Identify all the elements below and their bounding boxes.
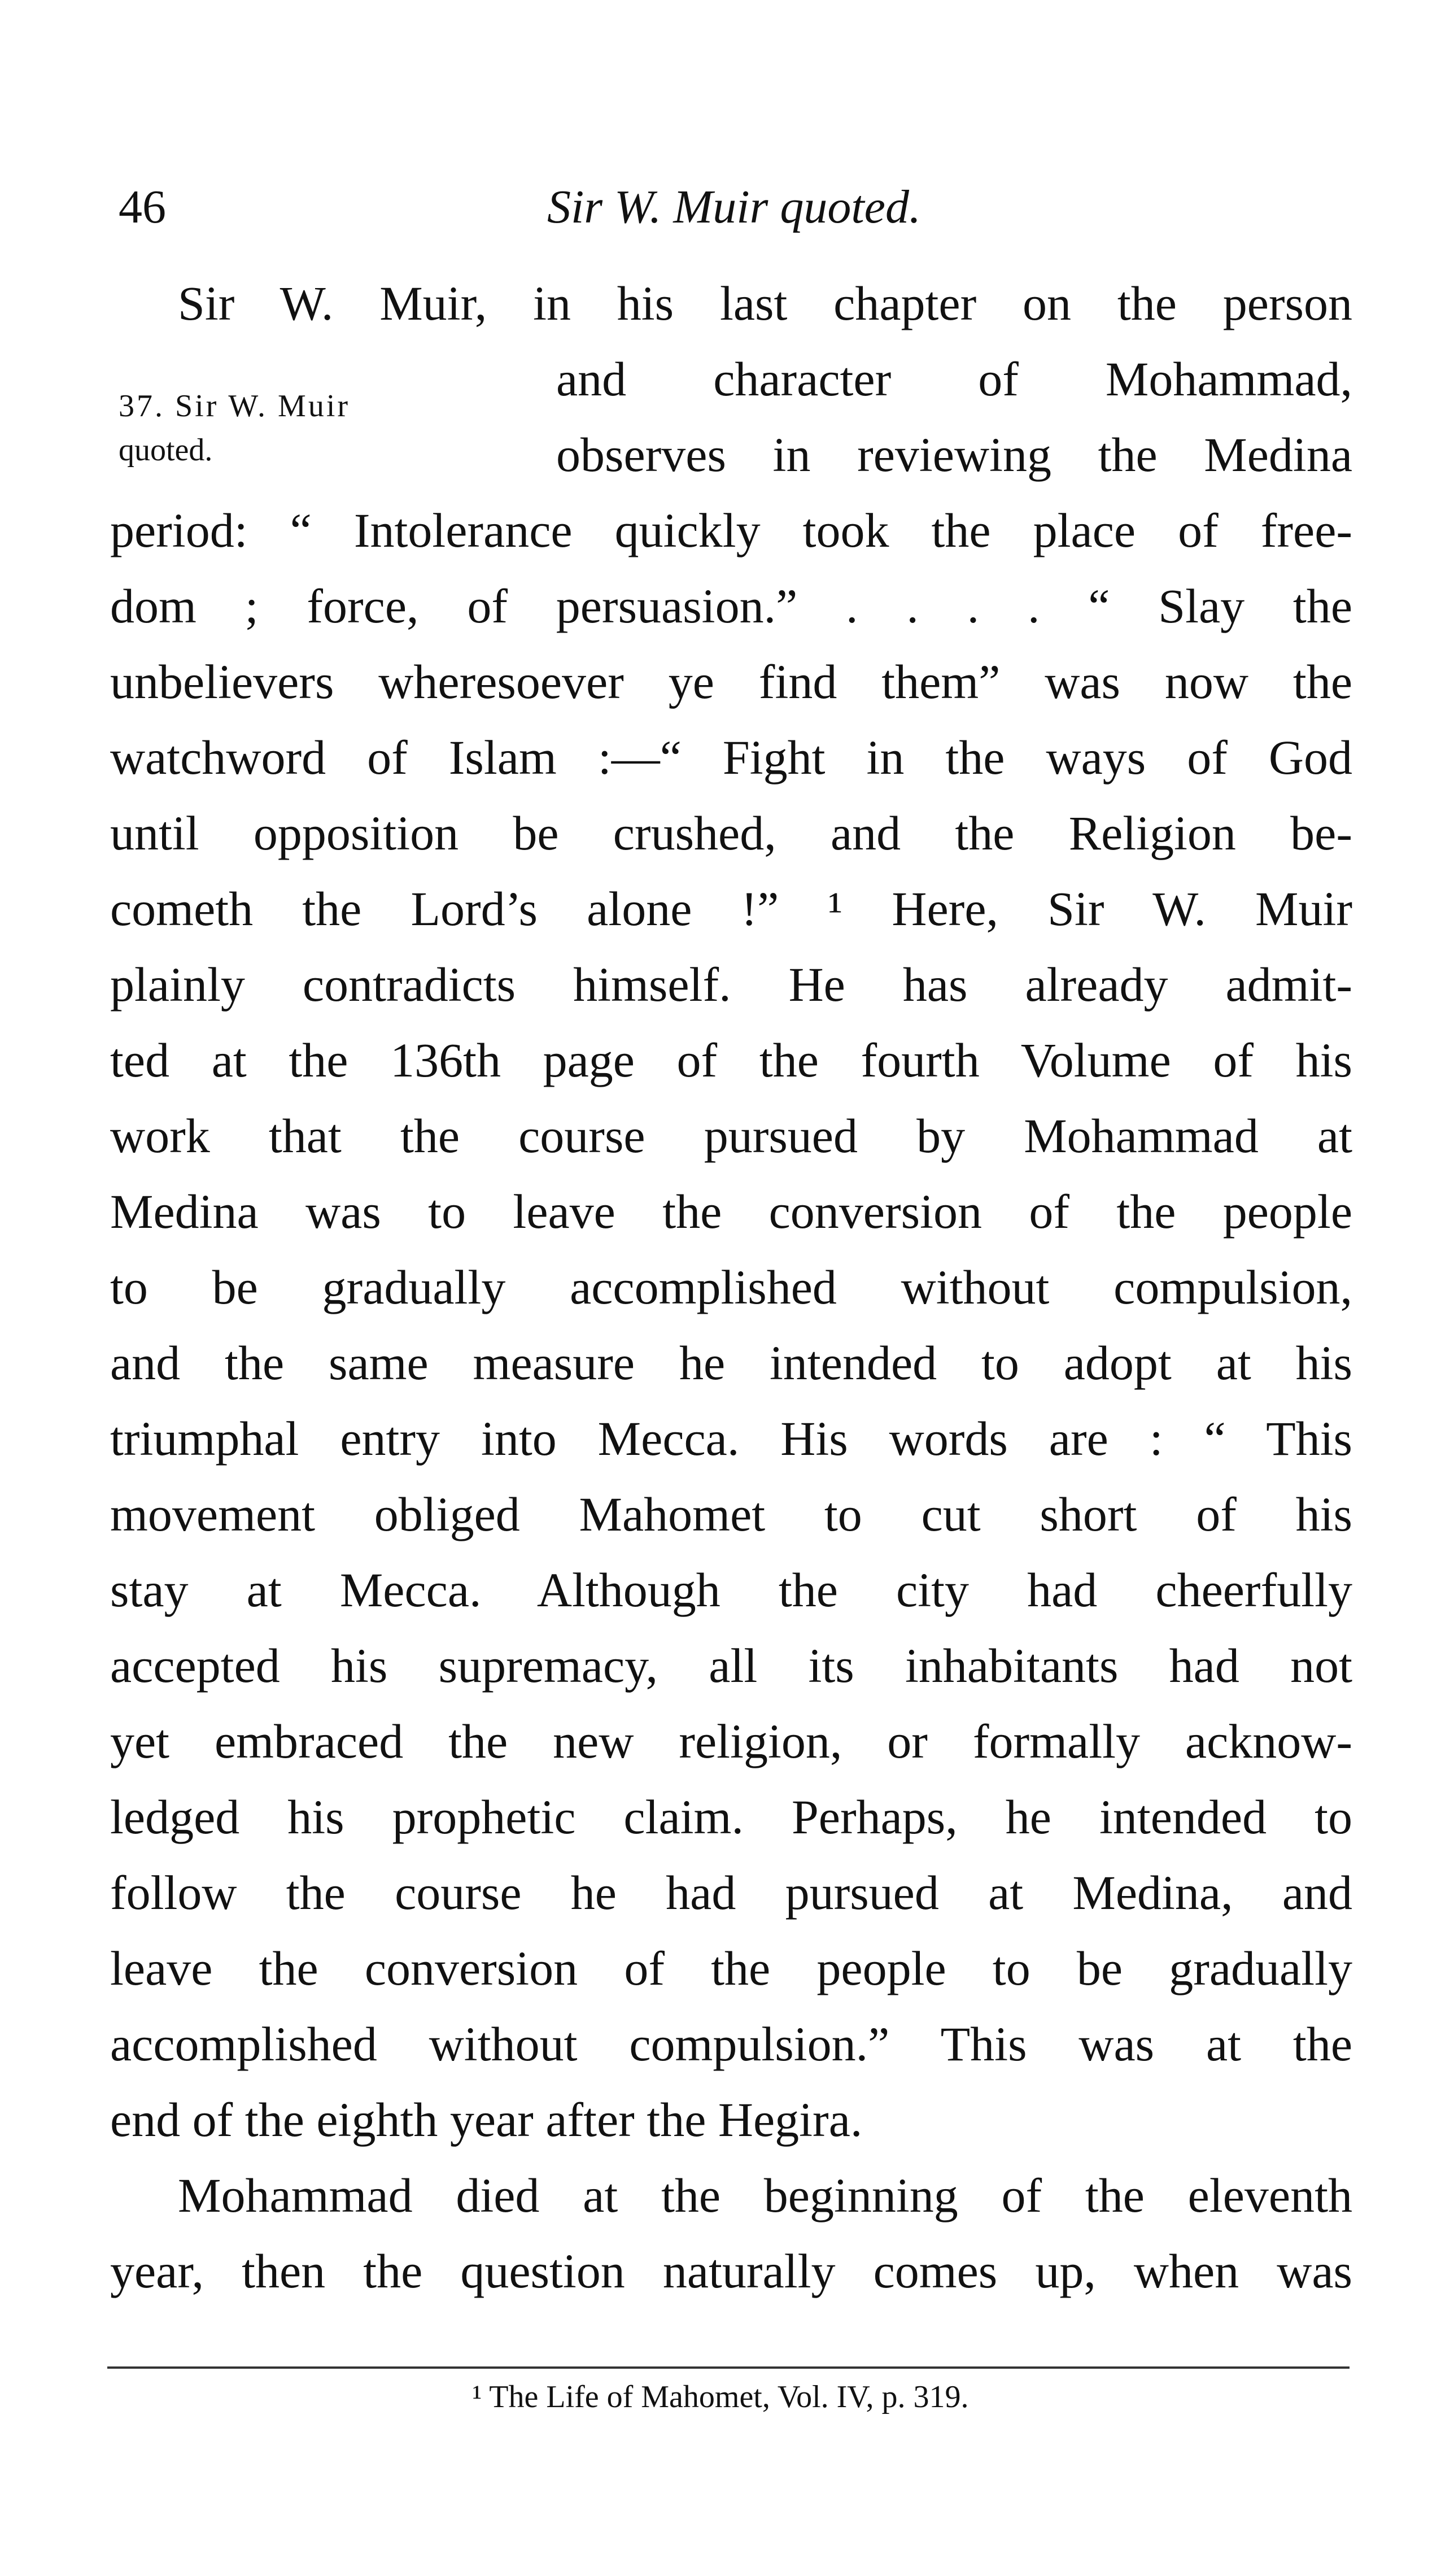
- text-line: triumphal entry into Mecca. His words are : “ This: [110, 1411, 1352, 1466]
- text-line: ted at the 136th page of the fourth Volume of his: [110, 1033, 1352, 1087]
- text-line: plainly contradicts himself. He has already admit-: [110, 957, 1352, 1012]
- text-line: follow the course he had pursued at Medina, and: [110, 1865, 1352, 1920]
- text-line: stay at Mecca. Although the city had cheerfully: [110, 1563, 1352, 1617]
- running-title: Sir W. Muir quoted.: [547, 181, 921, 233]
- footnote: ¹ The Life of Mahomet, Vol. IV, p. 319.: [472, 2379, 969, 2414]
- text-line: dom ; force, of persuasion.” . . . . “ Slay the: [110, 579, 1352, 633]
- text-line: Sir W. Muir, in his last chapter on the person: [178, 276, 1352, 330]
- text-line: accepted his supremacy, all its inhabitants had not: [110, 1638, 1352, 1693]
- text-line: watchword of Islam :—“ Fight in the ways of God: [110, 730, 1352, 784]
- text-line: unbelievers wheresoever ye find them” was now the: [110, 655, 1352, 709]
- footnote-rule: [107, 2366, 1350, 2369]
- text-line: accomplished without compulsion.” This was at the: [110, 2017, 1352, 2071]
- text-line: work that the course pursued by Mohammad at: [110, 1109, 1352, 1163]
- text-line: and character of Mohammad,: [556, 352, 1352, 406]
- margin-note-line: quoted.: [119, 433, 213, 468]
- page-header: [119, 180, 1350, 242]
- text-line: Mohammad died at the beginning of the eleventh: [178, 2168, 1352, 2222]
- text-line: end of the eighth year after the Hegira.: [110, 2093, 863, 2147]
- text-line: leave the conversion of the people to be gradually: [110, 1941, 1352, 1995]
- text-line: period: “ Intolerance quickly took the place of free-: [110, 503, 1352, 557]
- text-line: Medina was to leave the conversion of the people: [110, 1184, 1352, 1239]
- text-line: ledged his prophetic claim. Perhaps, he intended to: [110, 1790, 1352, 1844]
- text-line: movement obliged Mahomet to cut short of his: [110, 1487, 1352, 1541]
- page-number: 46: [119, 181, 166, 233]
- margin-note-line: 37. Sir W. Muir: [119, 389, 351, 424]
- text-line: and the same measure he intended to adopt at his: [110, 1336, 1352, 1390]
- text-line: until opposition be crushed, and the Religion be-: [110, 806, 1352, 860]
- text-line: to be gradually accomplished without compulsion,: [110, 1260, 1352, 1314]
- text-line: yet embraced the new religion, or formally acknow-: [110, 1714, 1352, 1768]
- body-text: [110, 265, 1352, 2309]
- text-line: cometh the Lord’s alone !” ¹ Here, Sir W. Muir: [110, 882, 1352, 936]
- text-line: observes in reviewing the Medina: [556, 428, 1352, 482]
- text-line: year, then the question naturally comes up, when was: [110, 2244, 1352, 2298]
